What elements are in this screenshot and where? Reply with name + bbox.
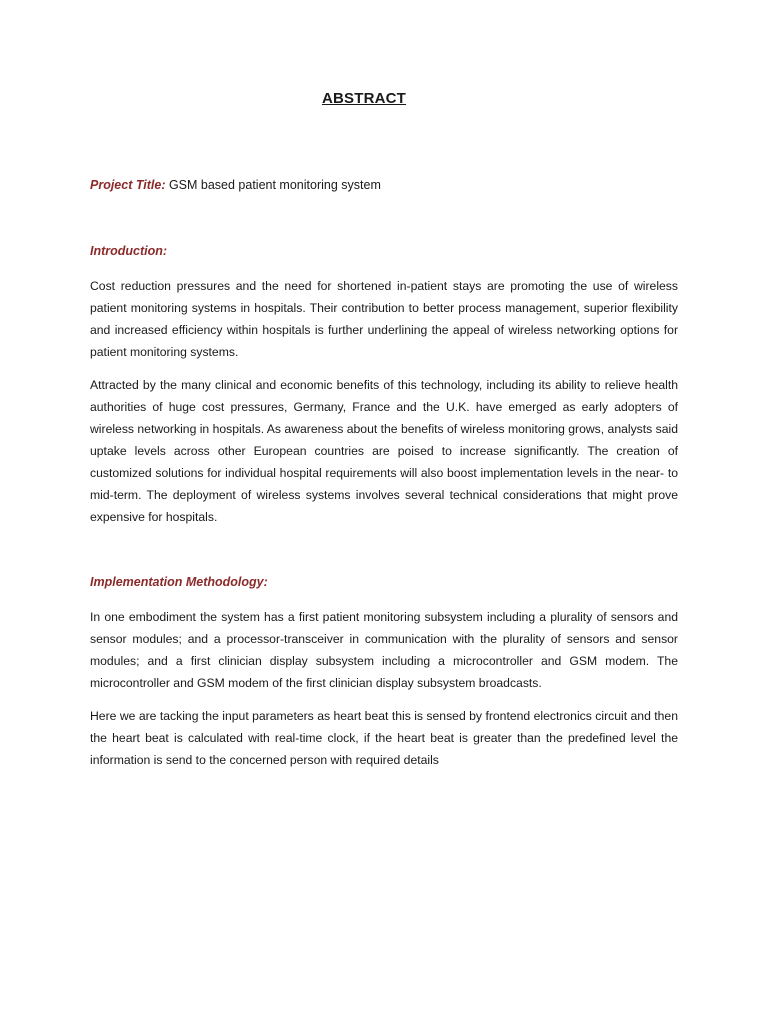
implementation-heading: Implementation Methodology:	[90, 575, 268, 589]
introduction-paragraph-1: Cost reduction pressures and the need for shortened in-patient stays are promoting the use of wireless patient monitoring systems in hospitals. Their contribution to better process management, superior flexibility and increased efficiency within hospitals is further underlining the appeal of wireless networking options for patient monitoring systems.	[90, 279, 678, 359]
implementation-paragraph-1: In one embodiment the system has a first patient monitoring subsystem including a plurality of sensors and sensor modules; and a processor-transceiver in communication with the plurality of sensors and sensor modules; and a first clinician display subsystem including a microcontroller and GSM modem. The microcontroller and GSM modem of the first clinician display subsystem broadcasts.	[90, 610, 678, 690]
introduction-heading: Introduction:	[90, 244, 168, 258]
page-title: ABSTRACT	[321, 90, 407, 107]
project-title-label: Project Title:	[90, 178, 166, 192]
project-title-value: GSM based patient monitoring system	[165, 178, 381, 192]
implementation-paragraph-2: Here we are tacking the input parameters as heart beat this is sensed by frontend electronics circuit and then the heart beat is calculated with real-time clock, if the heart beat is greater than the predefined level the information is send to the concerned person with required details	[90, 709, 678, 767]
introduction-paragraph-2: Attracted by the many clinical and economic benefits of this technology, including its ability to relieve health authorities of huge cost pressures, Germany, France and the U.K. have emerged as early adopters of wireless networking in hospitals. As awareness about the benefits of wireless monitoring grows, analysts said uptake levels across other European countries are poised to increase significantly. The creation of customized solutions for individual hospital requirements will also boost implementation levels in the near- to mid-term. The deployment of wireless systems involves several technical considerations that might prove expensive for hospitals.	[90, 378, 678, 524]
project-title-line	[90, 176, 678, 194]
